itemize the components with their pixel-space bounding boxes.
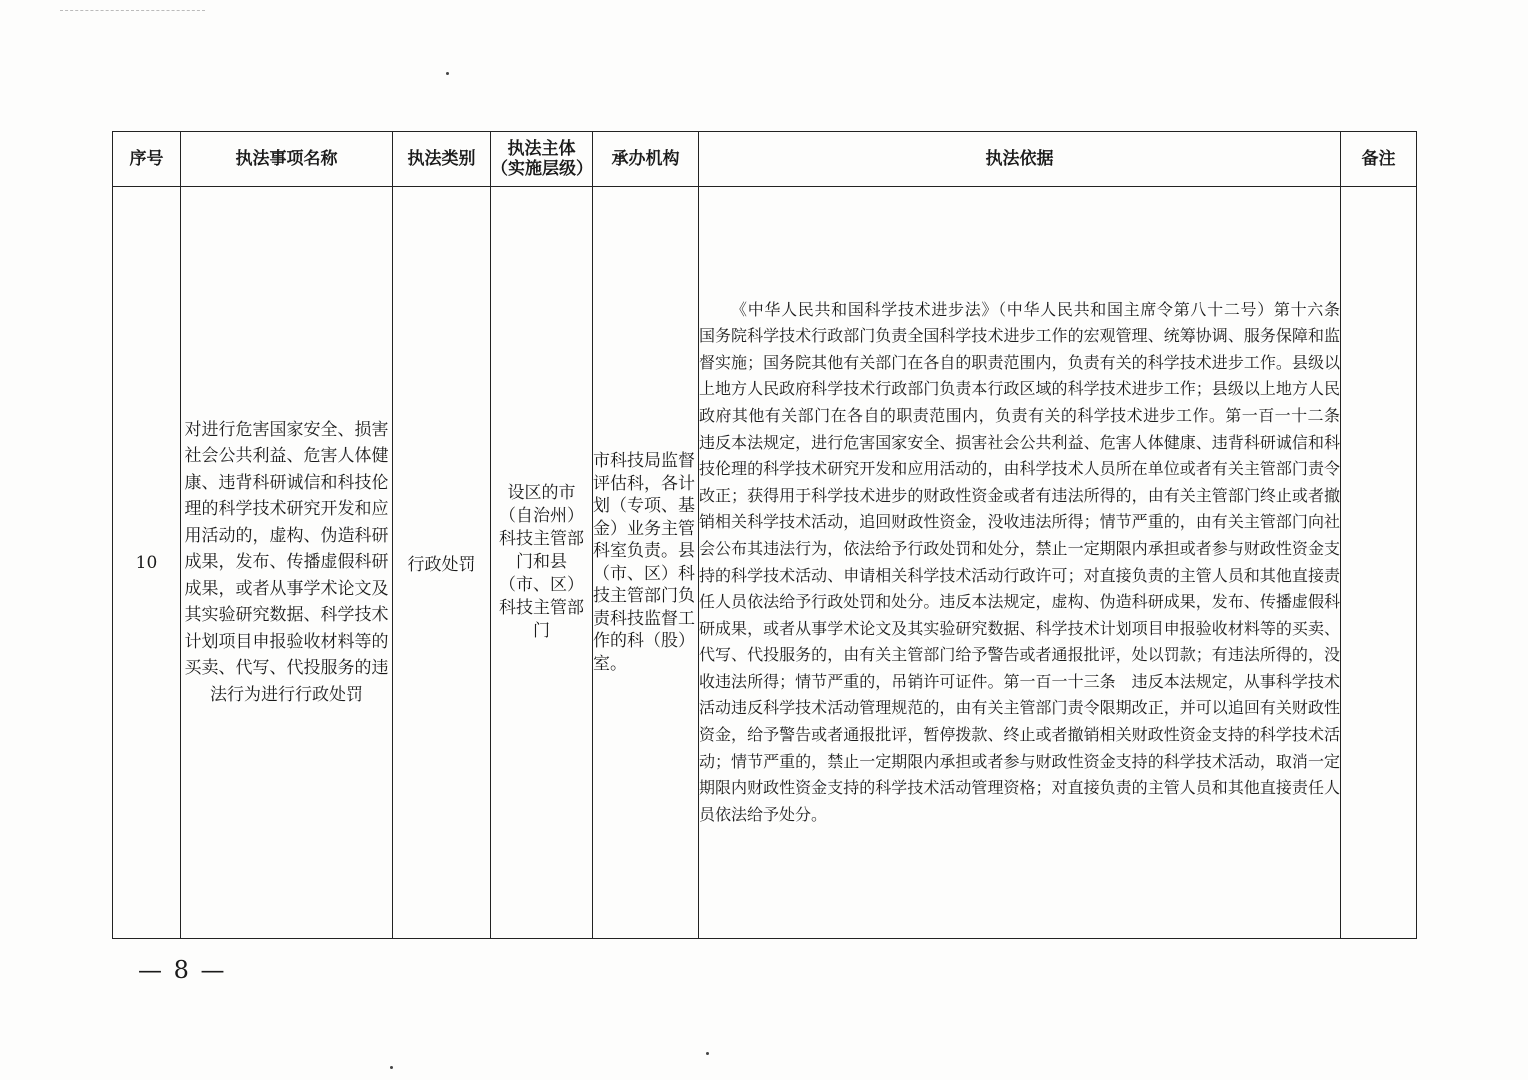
scan-artifact-line [60,10,205,11]
table-row [113,187,1417,939]
header-item-name: 执法事项名称 [181,132,393,187]
page-number: — 8 — [138,956,227,984]
cell-category: 行政处罚 [393,187,491,939]
cell-seq: 10 [113,187,181,939]
header-category: 执法类别 [393,132,491,187]
header-org: 承办机构 [593,132,699,187]
cell-item-name: 对进行危害国家安全、损害社会公共利益、危害人体健康、违背科研诚信和科技伦理的科学技术研究开发和应用活动的，虚构、伪造科研成果，发布、传播虚假科研成果，或者从事学术论文及其实验研究数据、科学技术计划项目申报验收材料等的买卖、代写、代投服务的违法行为进行行政处罚 [181,187,393,939]
header-subject: 执法主体（实施层级） [491,132,593,187]
cell-org: 市科技局监督评估科，各计划（专项、基金）业务主管科室负责。县（市、区）科技主管部门负责科技监督工作的科（股）室。 [593,187,699,939]
enforcement-table [112,131,1417,939]
table-header-row [113,132,1417,187]
header-seq: 序号 [113,132,181,187]
scan-speck [446,72,449,75]
scan-speck [390,1066,393,1069]
basis-text: 《中华人民共和国科学技术进步法》（中华人民共和国主席令第八十二号）第十六条 国务院科学技术行政部门负责全国科学技术进步工作的宏观管理、统筹协调、服务保障和监督实施；国务院其他有关部门在各自的职责范围内，负责有关的科学技术进步工作。县级以上地方人民政府科学技术行政部门负责本行政区域的科学技术进步工作；县级以上地方人民政府其他有关部门在各自的职责范围内，负责有关的科学技术进步工作。第一百一十二条 违反本法规定，进行危害国家安全、损害社会公共利益、危害人体健康、违背科研诚信和科技伦理的科学技术研究开发和应用活动的，由科学技术人员所在单位或者有关主管部门责令改正；获得用于科学技术进步的财政性资金或者有违法所得的，由有关主管部门终止或者撤销相关科学技术活动，追回财政性资金，没收违法所得；情节严重的，由有关主管部门向社会公布其违法行为，依法给予行政处罚和处分，禁止一定期限内承担或者参与财政性资金支持的科学技术活动、申请相关科学技术活动行政许可；对直接负责的主管人员和其他直接责任人员依法给予行政处罚和处分。违反本法规定，虚构、伪造科研成果，发布、传播虚假科研成果，或者从事学术论文及其实验研究数据、科学技术计划项目申报验收材料等的买卖、代写、代投服务的，由有关主管部门给予警告或者通报批评，处以罚款；有违法所得的，没收违法所得；情节严重的，吊销许可证件。第一百一十三条 违反本法规定，从事科学技术活动违反科学技术活动管理规范的，由有关主管部门责令限期改正，并可以追回有关财政性资金，给予警告或者通报批评，暂停拨款、终止或者撤销相关财政性资金支持的科学技术活动；情节严重的，禁止一定期限内承担或者参与财政性资金支持的科学技术活动，取消一定期限内财政性资金支持的科学技术活动管理资格；对直接负责的主管人员和其他直接责任人员依法给予处分。 [699,299,1357,824]
cell-subject: 设区的市（自治州）科技主管部门和县（市、区）科技主管部门 [491,187,593,939]
scan-speck [706,1052,709,1055]
cell-basis [699,187,1357,939]
header-remark: 备注 [1341,132,1417,187]
header-basis: 执法依据 [699,132,1341,187]
